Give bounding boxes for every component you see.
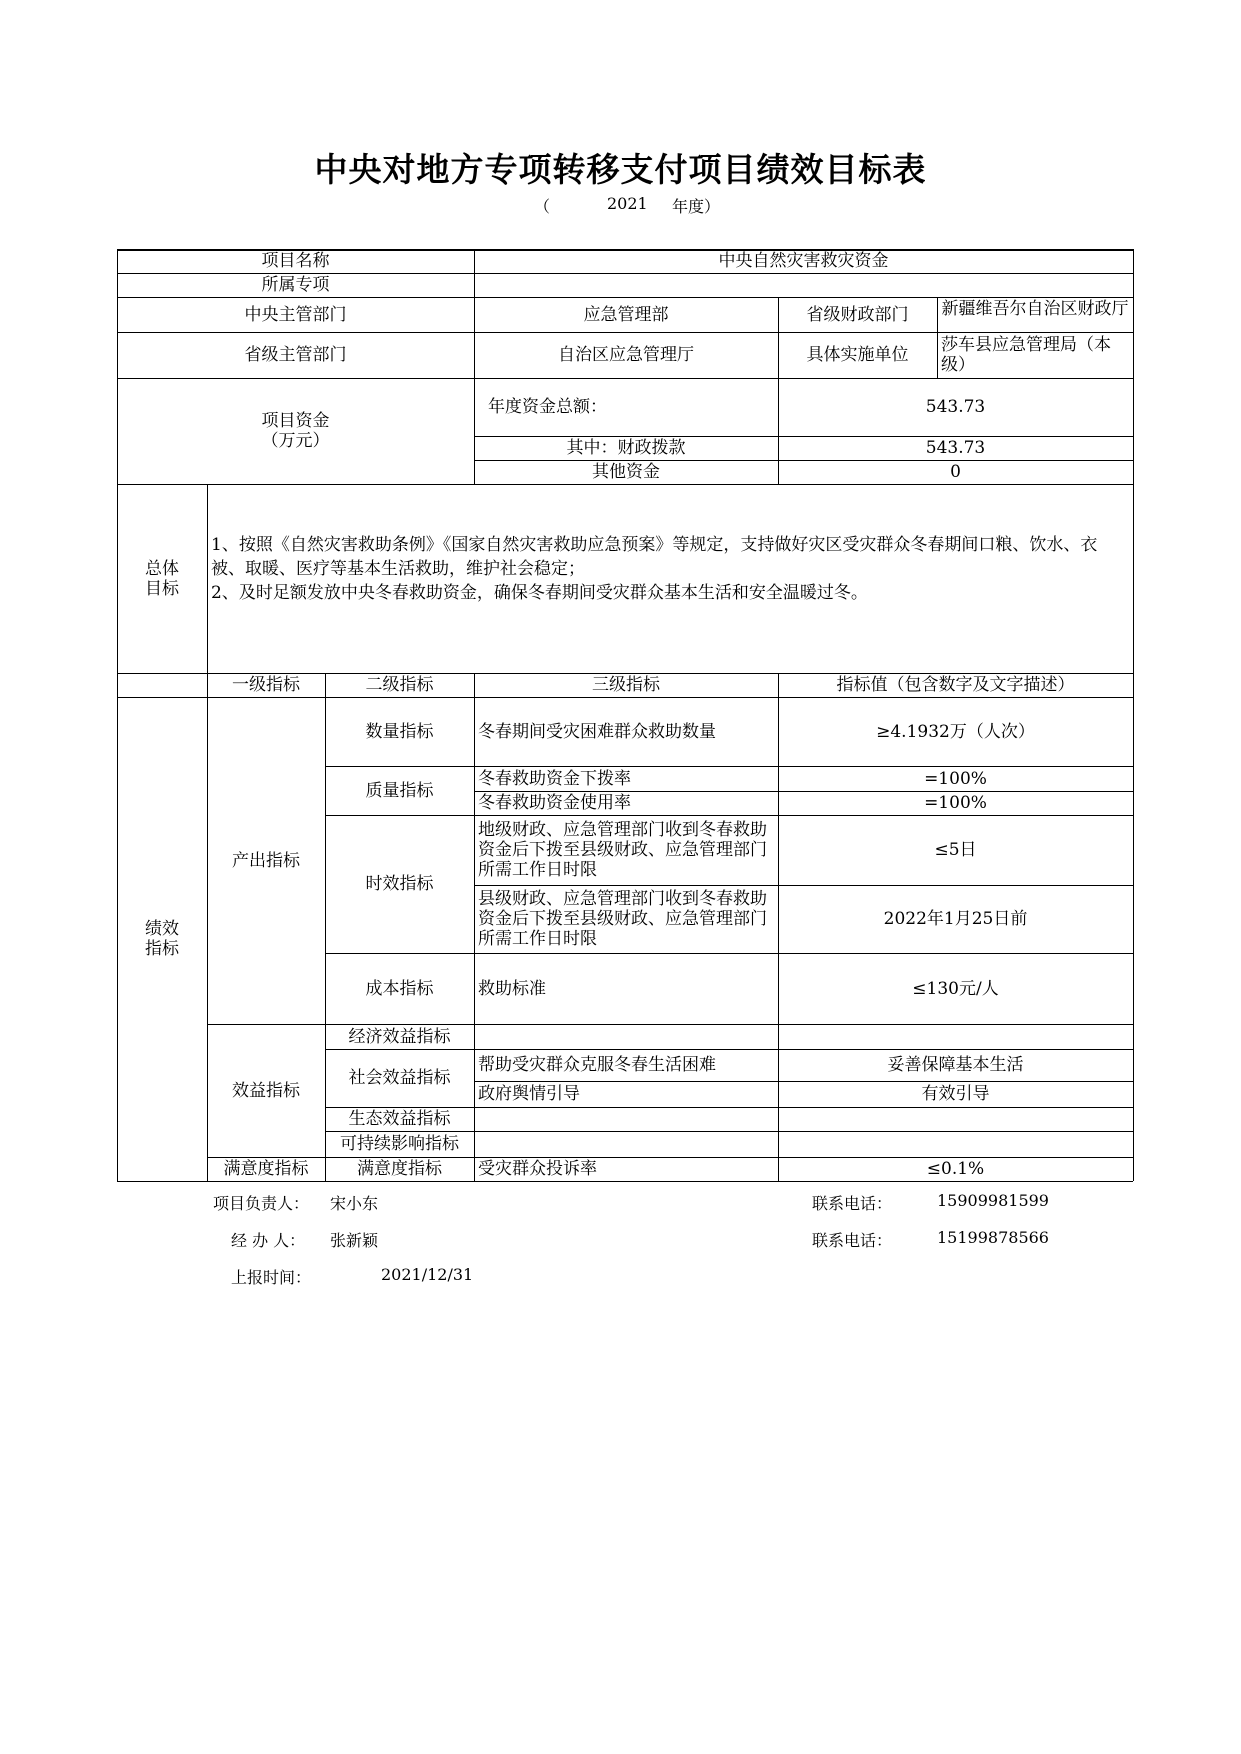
header-level2: 二级指标 [365, 675, 434, 695]
project-name-label: 项目名称 [261, 251, 330, 271]
report-date-label: 上报时间： [231, 1268, 312, 1287]
special-value [474, 273, 1133, 297]
central-dept-value: 应急管理部 [583, 304, 669, 325]
satisfaction-level2-label: 满意度指标 [357, 1159, 442, 1179]
ecological-label: 生态效益指标 [348, 1109, 451, 1129]
leader-label: 项目负责人： [213, 1194, 310, 1213]
handler-name: 张新颖 [330, 1231, 379, 1250]
funds-total-label: 年度资金总额： [488, 397, 607, 417]
special-label: 所属专项 [261, 275, 330, 295]
phone-1: 15909981599 [937, 1191, 1049, 1210]
quality-item-2: 冬春救助资金使用率 [478, 793, 631, 813]
phone-label-2: 联系电话： [812, 1231, 893, 1250]
funds-fiscal-value: 543.73 [925, 438, 986, 458]
social-item-2: 政府舆情引导 [478, 1084, 580, 1104]
goal-text: 1、按照《自然灾害救助条例》《国家自然灾害救助应急预案》等规定，支持做好灾区受灾群众冬春期间口粮、饮水、衣被、取暖、医疗等基本生活救助，维护社会稳定； 2、及时足额发放中央冬春救助资金，确保冬春期间受灾群众基本生活和安全温暖过冬。 [211, 534, 1098, 603]
prov-finance-label: 省级财政部门 [806, 304, 909, 325]
cost-item: 救助标准 [478, 978, 546, 999]
timeliness-value-1: ≤5日 [934, 840, 977, 860]
funds-other-label: 其他资金 [592, 462, 660, 482]
impl-unit-label: 具体实施单位 [806, 345, 909, 365]
year-suffix: 年度） [672, 197, 721, 216]
prov-dept-label: 省级主管部门 [244, 345, 347, 365]
quality-label: 质量指标 [365, 780, 434, 801]
funds-other-value: 0 [950, 462, 961, 482]
prov-dept-value: 自治区应急管理厅 [558, 345, 694, 365]
benefit-indicators-label: 效益指标 [232, 1080, 300, 1101]
perf-indicators-label: 绩效 指标 [145, 919, 179, 959]
funds-fiscal-label: 其中：财政拨款 [566, 438, 686, 458]
economic-label: 经济效益指标 [348, 1026, 451, 1047]
phone-2: 15199878566 [937, 1228, 1049, 1247]
satisfaction-value: ≤0.1% [926, 1159, 985, 1179]
output-indicators-label: 产出指标 [232, 850, 300, 871]
central-dept-label: 中央主管部门 [244, 304, 347, 325]
quantity-label: 数量指标 [365, 721, 434, 742]
social-value-1: 妥善保障基本生活 [887, 1055, 1024, 1075]
header-level1: 一级指标 [232, 675, 300, 695]
quantity-item: 冬春期间受灾困难群众救助数量 [478, 721, 716, 742]
quality-item-1: 冬春救助资金下拨率 [478, 768, 631, 789]
timeliness-item-1: 地级财政、应急管理部门收到冬春救助资金后下拨至县级财政、应急管理部门所需工作日时限 [478, 820, 767, 880]
funds-total-value: 543.73 [925, 397, 986, 417]
handler-label: 经 办 人： [231, 1231, 306, 1250]
satisfaction-item: 受灾群众投诉率 [478, 1159, 597, 1179]
impl-unit-value: 莎车县应急管理局（本级） [941, 335, 1111, 375]
social-label: 社会效益指标 [348, 1068, 451, 1088]
cost-value: ≤130元/人 [912, 978, 999, 999]
report-date: 2021/12/31 [381, 1265, 474, 1284]
timeliness-label: 时效指标 [365, 874, 434, 894]
timeliness-value-2: 2022年1月25日前 [883, 909, 1028, 929]
header-value: 指标值（包含数字及文字描述） [836, 675, 1075, 695]
social-item-1: 帮助受灾群众克服冬春生活困难 [478, 1055, 716, 1075]
page-title: 中央对地方专项转移支付项目绩效目标表 [314, 150, 927, 189]
sustainability-label: 可持续影响指标 [340, 1134, 459, 1154]
funds-label: 项目资金 （万元） [261, 411, 330, 451]
timeliness-item-2: 县级财政、应急管理部门收到冬春救助资金后下拨至县级财政、应急管理部门所需工作日时限 [478, 889, 767, 949]
leader-name: 宋小东 [330, 1194, 379, 1213]
prov-finance-value: 新疆维吾尔自治区财政厅 [941, 299, 1129, 319]
quantity-value: ≥4.1932万（人次） [876, 721, 1035, 742]
year-open-paren: （ [534, 197, 551, 216]
quality-value-2: =100% [924, 793, 987, 813]
phone-label-1: 联系电话： [812, 1194, 893, 1213]
goal-label: 总体 目标 [145, 558, 179, 599]
project-name-value: 中央自然灾害救灾资金 [718, 251, 889, 271]
social-value-2: 有效引导 [921, 1084, 990, 1104]
satisfaction-level1-label: 满意度指标 [223, 1159, 309, 1179]
quality-value-1: =100% [924, 768, 987, 789]
year-value: 2021 [607, 194, 648, 213]
header-level3: 三级指标 [592, 675, 660, 695]
cost-label: 成本指标 [365, 978, 434, 999]
